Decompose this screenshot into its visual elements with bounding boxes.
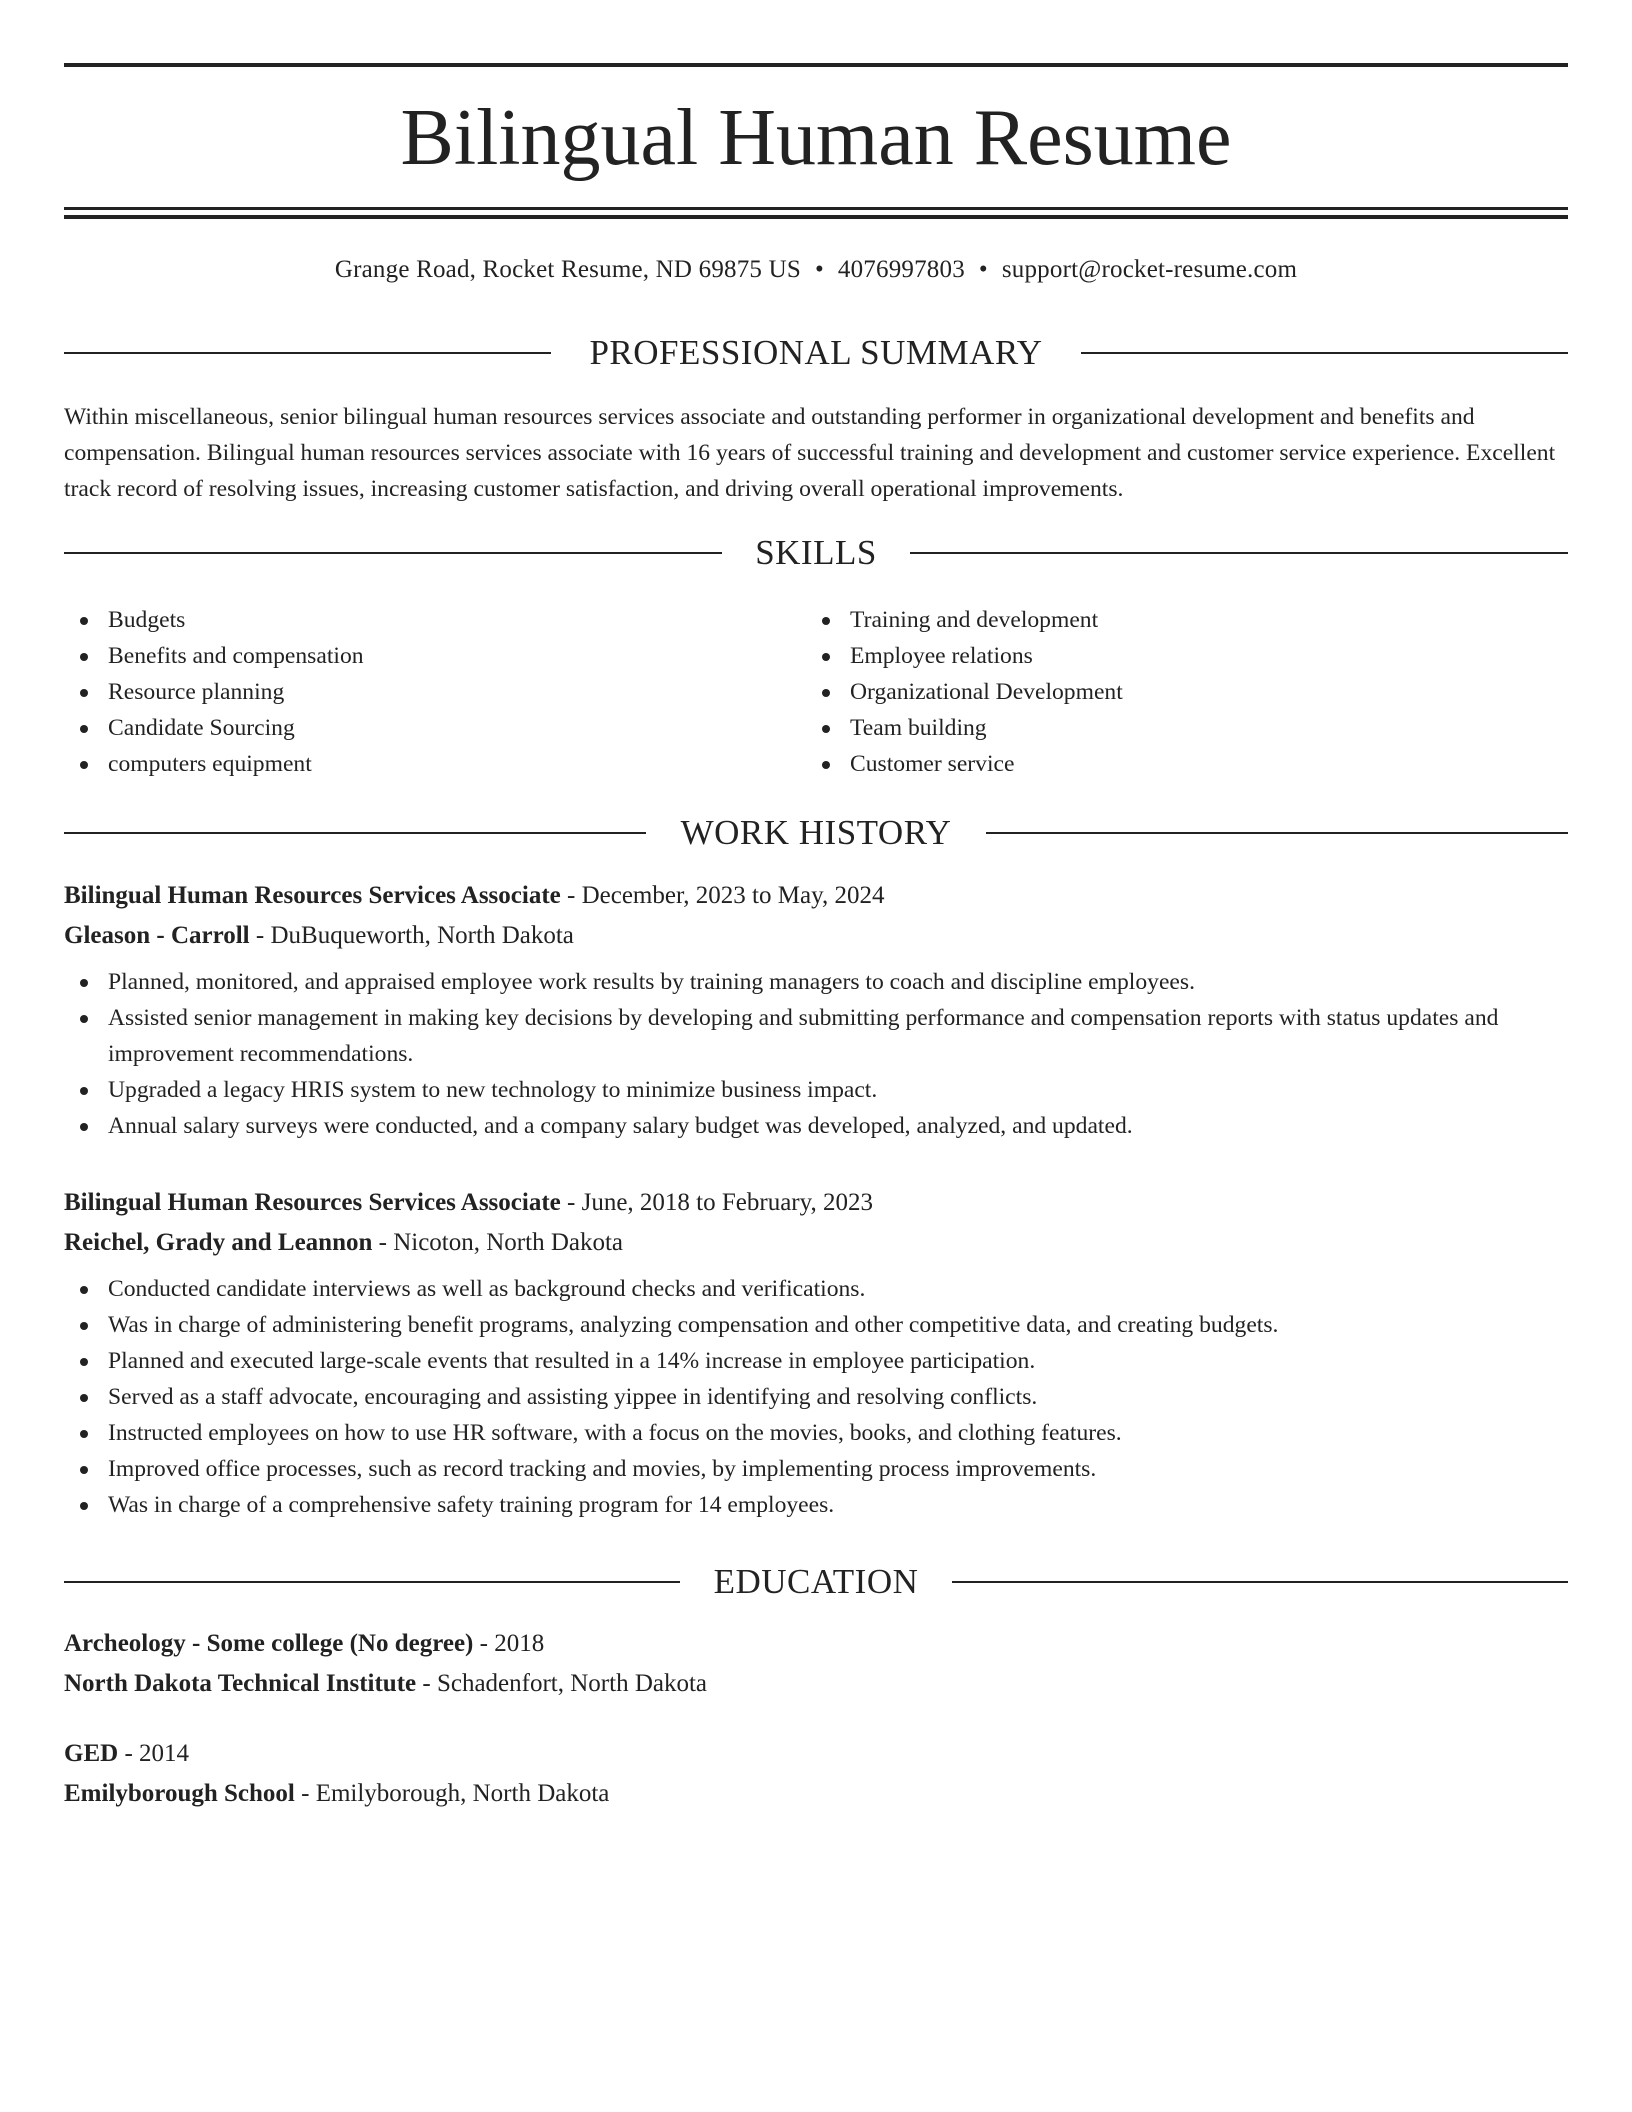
skill-item: Training and development xyxy=(806,602,1123,638)
skill-item: Team building xyxy=(806,710,1123,746)
summary-section-header xyxy=(64,331,1568,375)
summary-section-title: PROFESSIONAL SUMMARY xyxy=(589,333,1043,372)
job-company: Gleason - Carroll xyxy=(64,922,250,949)
skills-column-right xyxy=(806,602,1123,782)
skill-item: Employee relations xyxy=(806,638,1123,674)
education-degree-line: Archeology - Some college (No degree) - 2018 xyxy=(64,1630,545,1657)
education-school-line: North Dakota Technical Institute - Schadenfort, North Dakota xyxy=(64,1670,708,1697)
contact-separator: • xyxy=(978,256,988,283)
skill-item: Budgets xyxy=(64,602,364,638)
job-bullet: Planned, monitored, and appraised employee work results by training managers to coach and discipline employees. xyxy=(64,964,1568,1000)
education-location: Emilyborough, North Dakota xyxy=(315,1780,610,1807)
section-rule-right xyxy=(986,832,1568,834)
header-bottom-rule-2 xyxy=(64,215,1568,219)
education-entry xyxy=(64,1624,1568,1704)
education-section-title: EDUCATION xyxy=(713,1562,919,1601)
education-school: Emilyborough School xyxy=(64,1780,295,1807)
job-bullet: Upgraded a legacy HRIS system to new technology to minimize business impact. xyxy=(64,1072,1568,1108)
skill-item: Candidate Sourcing xyxy=(64,710,364,746)
job-bullets xyxy=(64,1271,1568,1523)
job-title-line: Bilingual Human Resources Services Associate - December, 2023 to May, 2024 xyxy=(64,882,885,909)
education-school-line: Emilyborough School - Emilyborough, North Dakota xyxy=(64,1780,610,1807)
header-top-rule xyxy=(64,63,1568,67)
job-location: DuBuqueworth, North Dakota xyxy=(270,922,574,949)
job-bullet: Was in charge of administering benefit programs, analyzing compensation and other competitive data, and creating budgets. xyxy=(64,1307,1568,1343)
contact-separator: • xyxy=(814,256,824,283)
education-year: 2018 xyxy=(494,1630,545,1657)
education-degree: GED xyxy=(64,1740,119,1767)
skills-section-header xyxy=(64,531,1568,575)
work-section-header xyxy=(64,811,1568,855)
job-bullet: Improved office processes, such as record tracking and movies, by implementing process improvements. xyxy=(64,1451,1568,1487)
education-section-header xyxy=(64,1560,1568,1604)
section-rule-right xyxy=(910,552,1568,554)
resume-name: Bilingual Human Resume xyxy=(400,94,1232,182)
contact-phone: 4076997803 xyxy=(837,256,965,283)
section-rule-right xyxy=(952,1581,1568,1583)
education-degree: Archeology - Some college (No degree) xyxy=(64,1630,474,1657)
job-dates: December, 2023 to May, 2024 xyxy=(581,882,885,909)
job-bullet: Annual salary surveys were conducted, and a company salary budget was developed, analyzed, and updated. xyxy=(64,1108,1568,1144)
section-rule-right xyxy=(1081,352,1568,354)
job-entry xyxy=(64,1183,1568,1523)
education-degree-line: GED - 2014 xyxy=(64,1740,190,1767)
job-title-line: Bilingual Human Resources Services Associate - June, 2018 to February, 2023 xyxy=(64,1189,873,1216)
job-location: Nicoton, North Dakota xyxy=(393,1229,624,1256)
job-bullets xyxy=(64,964,1568,1144)
skill-item: Organizational Development xyxy=(806,674,1123,710)
skill-item: Customer service xyxy=(806,746,1123,782)
skills-column-left xyxy=(64,602,364,782)
job-bullet: Conducted candidate interviews as well as background checks and verifications. xyxy=(64,1271,1568,1307)
job-bullet: Planned and executed large-scale events that resulted in a 14% increase in employee participation. xyxy=(64,1343,1568,1379)
job-bullet: Instructed employees on how to use HR software, with a focus on the movies, books, and clothing features. xyxy=(64,1415,1568,1451)
job-dates: June, 2018 to February, 2023 xyxy=(581,1189,873,1216)
education-school: North Dakota Technical Institute xyxy=(64,1670,417,1697)
job-bullet: Assisted senior management in making key decisions by developing and submitting performance and compensation reports with status updates and improvement recommendations. xyxy=(64,1000,1568,1072)
skill-item: computers equipment xyxy=(64,746,364,782)
job-role: Bilingual Human Resources Services Associate xyxy=(64,882,561,909)
contact-email: support@rocket-resume.com xyxy=(1001,256,1298,283)
header-bottom-rule-1 xyxy=(64,207,1568,210)
education-year: 2014 xyxy=(139,1740,190,1767)
job-company-line: Reichel, Grady and Leannon - Nicoton, North Dakota xyxy=(64,1229,624,1256)
work-section-title: WORK HISTORY xyxy=(680,813,952,852)
contact-address: Grange Road, Rocket Resume, ND 69875 US xyxy=(334,256,801,283)
job-bullet: Was in charge of a comprehensive safety training program for 14 employees. xyxy=(64,1487,1568,1523)
skill-item: Benefits and compensation xyxy=(64,638,364,674)
summary-text: Within miscellaneous, senior bilingual human resources services associate and outstanding performer in organizational development and benefits and compensation. Bilingual human resources services associate with 16 years of successful training and development and customer service experience. Excellent track record of resolving issues, increasing customer satisfaction, and driving overall operational improvements. xyxy=(64,404,1556,502)
education-location: Schadenfort, North Dakota xyxy=(436,1670,708,1697)
contact-line xyxy=(64,252,1568,288)
job-entry xyxy=(64,876,1568,1144)
job-role: Bilingual Human Resources Services Associate xyxy=(64,1189,561,1216)
skills-section-title: SKILLS xyxy=(755,533,877,572)
skill-item: Resource planning xyxy=(64,674,364,710)
job-company-line: Gleason - Carroll - DuBuqueworth, North Dakota xyxy=(64,922,574,949)
job-company: Reichel, Grady and Leannon xyxy=(64,1229,373,1256)
job-bullet: Served as a staff advocate, encouraging and assisting yippee in identifying and resolving conflicts. xyxy=(64,1379,1568,1415)
education-entry xyxy=(64,1734,1568,1814)
